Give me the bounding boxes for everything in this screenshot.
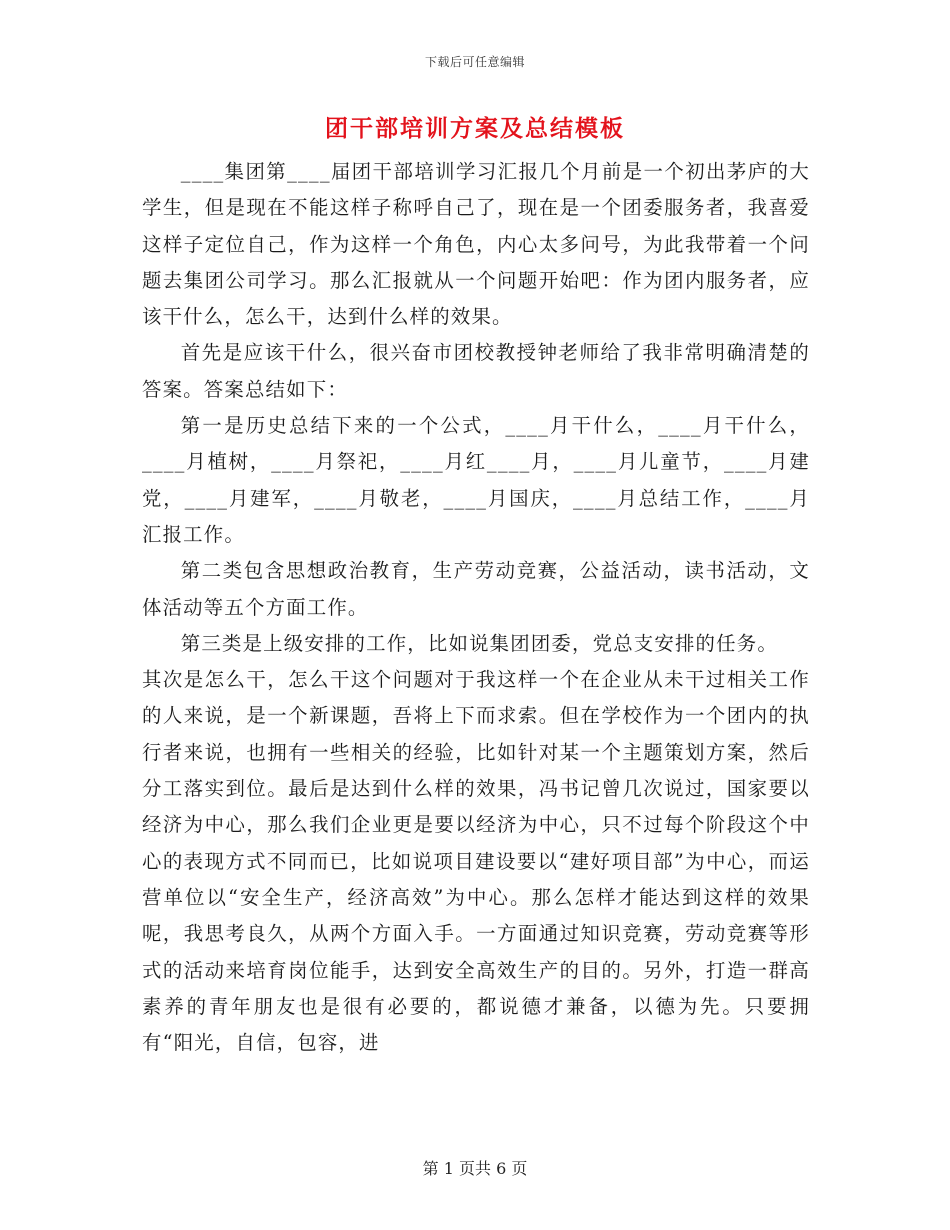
- paragraph: 第二类包含思想政治教育，生产劳动竞赛，公益活动，读书活动，文体活动等五个方面工作。: [142, 559, 810, 619]
- paragraph: 首先是应该干什么，很兴奋市团校教授钟老师给了我非常明确清楚的答案。答案总结如下：: [142, 341, 810, 401]
- paragraph: 其次是怎么干，怎么干这个问题对于我这样一个在企业从未干过相关工作的人来说，是一个新课题，吾将上下而求索。但在学校作为一个团内的执行者来说，也拥有一些相关的经验，比如针对某一个主题策划方案，然后分工落实到位。最后是达到什么样的效果，冯书记曾几次说过，国家要以经济为中心，那么我们企业更是要以经济为中心，只不过每个阶段这个中心的表现方式不同而已，比如说项目建设要以“建好项目部”为中心，而运营单位以“安全生产，经济高效”为中心。那么怎样才能达到这样的效果呢，我思考良久，从两个方面入手。一方面通过知识竞赛，劳动竞赛等形式的活动来培育岗位能手，达到安全高效生产的目的。另外，打造一群高素养的青年朋友也是很有必要的，都说德才兼备，以德为先。只要拥有“阳光，自信，包容，进: [142, 668, 810, 1055]
- paragraph: 第一是历史总结下来的一个公式，____月干什么，____月干什么，____月植树，____月祭祀，____月红____月，____月儿童节，____月建党，____月建军，____月敬老，____月国庆，____月总结工作，____月汇报工作。: [142, 414, 810, 546]
- paragraph: 第三类是上级安排的工作，比如说集团团委，党总支安排的任务。: [180, 631, 778, 655]
- paragraph: ____集团第____届团干部培训学习汇报几个月前是一个初出茅庐的大学生，但是现在不能这样子称呼自己了，现在是一个团委服务者，我喜爱这样子定位自己，作为这样一个角色，内心太多问号，为此我带着一个问题去集团公司学习。那么汇报就从一个问题开始吧：作为团内服务者，应该干什么，怎么干，达到什么样的效果。: [142, 160, 810, 329]
- header-note: 下载后可任意编辑: [424, 55, 525, 69]
- page-number: 第 1 页共 6 页: [422, 1159, 528, 1178]
- document-title: 团干部培训方案及总结模板: [325, 115, 625, 142]
- document-body: [142, 154, 810, 1061]
